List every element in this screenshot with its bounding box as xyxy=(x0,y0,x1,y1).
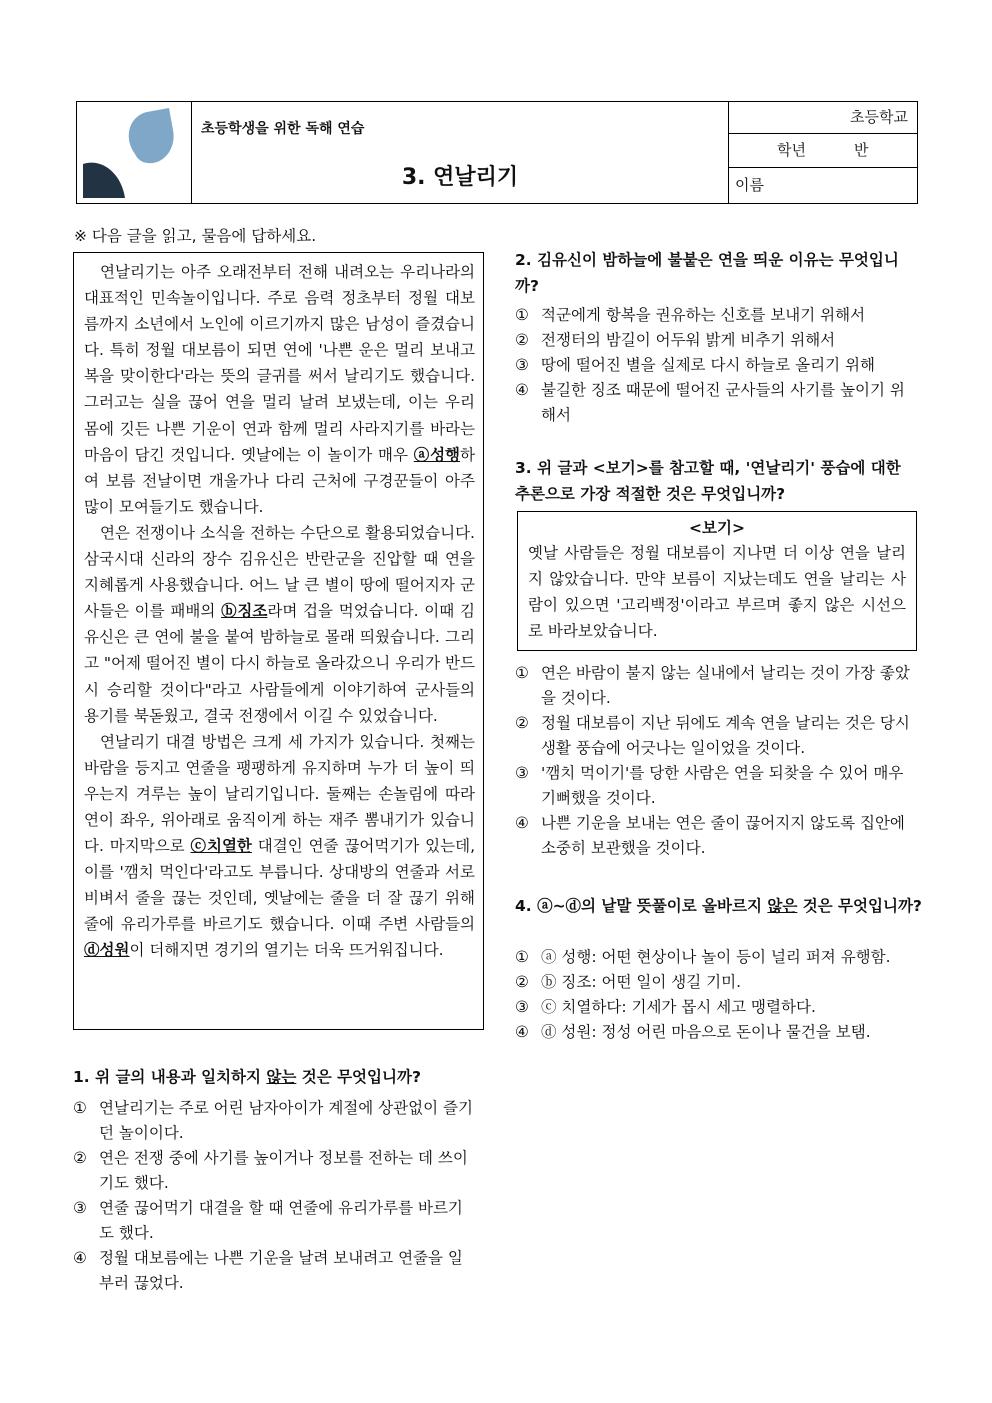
grade-label: 학년 xyxy=(777,141,806,159)
worksheet-title: 3. 연날리기 xyxy=(401,165,519,190)
passage-text: 하여 보름 전날이면 개울가나 다리 근처에 구경꾼들이 아주 많이 모여들기도 했습니다. xyxy=(84,445,475,516)
school-field: 초등학교 xyxy=(729,102,918,134)
passage-text: 연날리기 대결 방법은 크게 세 가지가 있습니다. 첫째는 바람을 등지고 연줄을 팽팽하게 유지하며 누가 더 높이 띄우는지 겨루는 높이 날리기입니다. 둘째는 손놀림에 따라 연이 좌우, 위아래로 움직이게 하는 재주 뽐내기가 있습니다. 마지막으로 xyxy=(84,732,475,856)
example-box xyxy=(517,511,917,651)
option[interactable]: ② 전쟁터의 밤길이 어두워 밝게 비추기 위해서 xyxy=(515,331,836,349)
option[interactable]: ② 정월 대보름이 지난 뒤에도 계속 연을 날리는 것은 당시 생활 풍습에 어긋나는 일이었을 것이다. xyxy=(515,714,910,757)
question-4-options xyxy=(515,945,925,1045)
option[interactable]: ① ⓐ 성행: 어떤 현상이나 놀이 등이 널리 퍼져 유행함. xyxy=(515,948,891,966)
example-box-body: 옛날 사람들은 정월 대보름이 지나면 더 이상 연을 날리지 않았습니다. 만약 보름이 지났는데도 연을 날리는 사람이 있으면 '고리백정'이라고 부르며 좋지 않은 시선으로 바라보았습니다. xyxy=(528,544,906,640)
name-field: 이름 xyxy=(735,176,764,194)
grade-class-field xyxy=(729,134,918,168)
marked-word-c: ⓒ치열한 xyxy=(190,837,252,856)
option[interactable]: ③ 땅에 떨어진 별을 실제로 다시 하늘로 올리기 위해 xyxy=(515,356,875,374)
marked-word-a: ⓐ성행 xyxy=(413,445,461,464)
passage-paragraph xyxy=(84,729,475,964)
option[interactable]: ④ ⓓ 성원: 정성 어린 마음으로 돈이나 물건을 보탬. xyxy=(515,1023,871,1041)
question-2 xyxy=(515,247,917,428)
option[interactable]: ④ 불길한 징조 때문에 떨어진 군사들의 사기를 높이기 위해서 xyxy=(515,381,905,424)
option[interactable]: ③ 연줄 끊어먹기 대결을 할 때 연줄에 유리가루를 바르기도 했다. xyxy=(73,1199,463,1242)
question-2-options xyxy=(515,303,917,428)
student-info-box xyxy=(728,102,918,203)
water-drop-icon xyxy=(77,102,191,203)
marked-word-b: ⓑ징조 xyxy=(221,602,268,621)
instruction: ※ 다음 글을 읽고, 물음에 답하세요. xyxy=(74,227,317,245)
question-1 xyxy=(73,1064,473,1296)
question-3-options xyxy=(515,661,917,861)
passage-text: 연은 전쟁이나 소식을 전하는 수단으로 활용되었습니다. 삼국시대 신라의 장수 김유신은 반란군을 진압할 때 연을 지혜롭게 사용했습니다. 어느 날 큰 별이 땅에 떨어지자 군사들은 이를 패배의 xyxy=(84,523,475,621)
passage-text: 라며 겁을 먹었습니다. 이때 김유신은 큰 연에 불을 붙여 밤하늘로 몰래 띄웠습니다. 그리고 "어제 떨어진 별이 다시 하늘로 올라갔으니 우리가 반드시 승리할 것이다"라고 사람들에게 이야기하여 군사들의 용기를 북돋웠고, 결국 전쟁에서 이길 수 있었습니다. xyxy=(84,602,475,725)
option[interactable]: ④ 나쁜 기운을 보내는 연은 줄이 끊어지지 않도록 집안에 소중히 보관했을 것이다. xyxy=(515,814,905,857)
passage-text: 이 더해지면 경기의 열기는 더욱 뜨거워집니다. xyxy=(129,941,444,960)
question-1-options xyxy=(73,1096,473,1296)
option[interactable]: ② 연은 전쟁 중에 사기를 높이거나 정보를 전하는 데 쓰이기도 했다. xyxy=(73,1149,468,1192)
worksheet-subtitle: 초등학생을 위한 독해 연습 xyxy=(201,121,365,137)
question-4-text: 4. ⓐ~ⓓ의 낱말 뜻풀이로 올바르지 않은 것은 무엇입니까? xyxy=(515,897,922,915)
option[interactable]: ④ 정월 대보름에는 나쁜 기운을 날려 보내려고 연줄을 일부러 끊었다. xyxy=(73,1249,463,1292)
example-box-title: <보기> xyxy=(689,519,745,537)
option[interactable]: ① 적군에게 항복을 권유하는 신호를 보내기 위해서 xyxy=(515,306,866,324)
question-3-text: 3. 위 글과 <보기>를 참고할 때, '연날리기' 풍습에 대한 추론으로 가장 적절한 것은 무엇입니까? xyxy=(515,459,901,503)
reading-passage xyxy=(73,252,484,1030)
passage-paragraph xyxy=(84,259,475,520)
marked-word-d: ⓓ성원 xyxy=(84,941,130,960)
passage-paragraph xyxy=(84,520,475,729)
option[interactable]: ① 연날리기는 주로 어린 남자아이가 계절에 상관없이 즐기던 놀이이다. xyxy=(73,1099,473,1142)
passage-text: 연날리기는 아주 오래전부터 전해 내려오는 우리나라의 대표적인 민속놀이입니다. 주로 음력 정초부터 정월 대보름까지 소년에서 노인에 이르기까지 많은 남성이 즐겼습니다. 특히 정월 대보름이 되면 연에 '나쁜 운은 멀리 보내고 복을 맞이한다'라는 뜻의 글귀를 써서 날리기도 했습니다. 그러고는 실을 끊어 연을 멀리 날려 보냈는데, 이는 우리 몸에 깃든 나쁜 기운이 연과 함께 멀리 사라지기를 바라는 마음이 담긴 것입니다. 옛날에는 이 놀이가 매우 xyxy=(84,263,475,464)
logo xyxy=(77,102,192,203)
option[interactable]: ① 연은 바람이 불지 않는 실내에서 날리는 것이 가장 좋았을 것이다. xyxy=(515,664,910,707)
question-4 xyxy=(515,893,925,1045)
option[interactable]: ③ ⓒ 치열하다: 기세가 몹시 세고 맹렬하다. xyxy=(515,998,816,1016)
passage-text: 대결인 연줄 끊어먹기가 있는데, 이를 '깸치 먹인다'라고도 부릅니다. 상대방의 연줄과 서로 비벼서 줄을 끊는 것인데, 옛날에는 줄을 더 잘 끊기 위해 줄에 유리가루를 바르기도 했습니다. 이때 주변 사람들의 xyxy=(84,837,475,934)
option[interactable]: ② ⓑ 징조: 어떤 일이 생길 기미. xyxy=(515,973,742,991)
option[interactable]: ③ '깸치 먹이기'를 당한 사람은 연을 되찾을 수 있어 매우 기뻐했을 것이다. xyxy=(515,764,904,807)
worksheet-header xyxy=(76,101,918,204)
class-label: 반 xyxy=(853,141,869,159)
question-1-text: 1. 위 글의 내용과 일치하지 않는 것은 무엇입니까? xyxy=(73,1068,421,1086)
question-2-text: 2. 김유신이 밤하늘에 불붙은 연을 띄운 이유는 무엇입니까? xyxy=(515,251,899,295)
question-3 xyxy=(515,455,917,861)
